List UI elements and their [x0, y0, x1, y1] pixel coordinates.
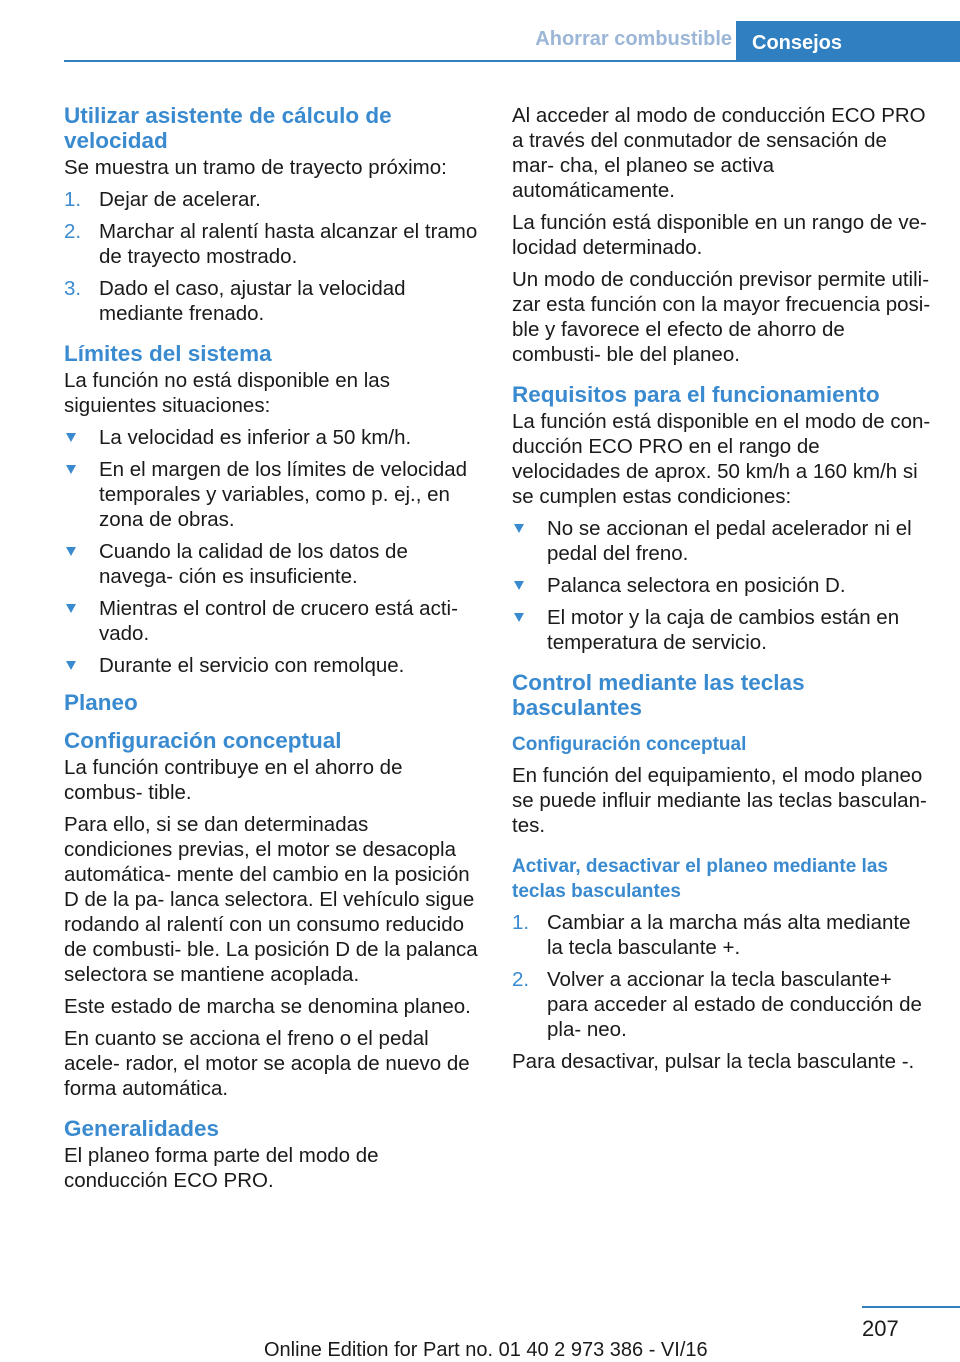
heading-speed-assistant: Utilizar asistente de cálculo de velocidad	[64, 103, 392, 153]
list-item	[64, 276, 480, 326]
paragraph: La función no está disponible en las siguientes situaciones:	[64, 369, 390, 417]
list-item-text: El motor y la caja de cambios están en temperatura de servicio.	[547, 606, 900, 654]
list-item-text: Dado el caso, ajustar la velocidad mediante frenado.	[99, 277, 406, 325]
edition-footer: Online Edition for Part no. 01 40 2 973 386 - VI/16	[264, 1339, 708, 1361]
list-item	[512, 605, 932, 655]
paragraph: La función está disponible en el modo de con‐ ducción ECO PRO en el rango de velocidades de aprox. 50 km/h a 160 km/h si se cumplen estas condiciones:	[512, 410, 931, 508]
right-column	[512, 103, 932, 1081]
numbered-list	[512, 910, 932, 1042]
heading-conceptual-config: Configuración conceptual	[64, 728, 342, 753]
paragraph: Este estado de marcha se denomina planeo.	[64, 995, 471, 1018]
list-item	[512, 516, 932, 566]
list-item-text: Mientras el control de crucero está acti‐ vado.	[99, 597, 458, 645]
heading-system-limits: Límites del sistema	[64, 341, 272, 366]
header-section-title: Ahorrar combustible	[535, 28, 732, 50]
subheading-activate-planeo: Activar, desactivar el planeo mediante las teclas basculantes	[512, 856, 888, 902]
list-item	[64, 425, 480, 450]
list-number: 1.	[512, 911, 530, 934]
list-item-text: En el margen de los límites de velocidad temporales y variables, como p. ej., en zona de obras.	[99, 458, 468, 531]
paragraph: Un modo de conducción previsor permite utili‐ zar esta función con la mayor frecuencia posi‐ ble y favorece el efecto de ahorro de combusti‐ ble del planeo.	[512, 268, 931, 366]
triangle-bullet-icon	[66, 547, 76, 556]
bullet-list	[512, 516, 932, 655]
paragraph: Al acceder al modo de conducción ECO PRO a través del conmutador de sensación de mar‐ cha, el planeo se activa automáticamente.	[512, 104, 926, 202]
header-rule	[64, 60, 960, 62]
list-item	[64, 596, 480, 646]
list-item-text: Marchar al ralentí hasta alcanzar el tramo de trayecto mostrado.	[99, 220, 478, 268]
paragraph: Se muestra un tramo de trayecto próximo:	[64, 156, 447, 179]
list-item	[64, 653, 480, 678]
paragraph: La función contribuye en el ahorro de combus‐ tible.	[64, 756, 403, 804]
list-number: 3.	[64, 277, 82, 300]
subheading-conceptual-config: Configuración conceptual	[512, 734, 747, 755]
list-number: 1.	[64, 188, 82, 211]
list-item-text: Palanca selectora en posición D.	[547, 574, 846, 597]
paragraph: La función está disponible en un rango de ve‐ locidad determinado.	[512, 211, 927, 259]
paragraph: Para desactivar, pulsar la tecla basculante -.	[512, 1050, 915, 1073]
list-item-text: La velocidad es inferior a 50 km/h.	[99, 426, 412, 449]
header-chapter-tab: Consejos	[736, 21, 960, 62]
triangle-bullet-icon	[66, 661, 76, 670]
list-item-text: Cuando la calidad de los datos de navega‐ ción es insuficiente.	[99, 540, 408, 588]
list-item	[64, 187, 480, 212]
heading-planeo: Planeo	[64, 690, 138, 715]
list-item	[64, 539, 480, 589]
list-item-text: Cambiar a la marcha más alta mediante la tecla basculante +.	[547, 911, 911, 959]
paragraph: El planeo forma parte del modo de conducción ECO PRO.	[64, 1144, 379, 1192]
triangle-bullet-icon	[514, 581, 524, 590]
triangle-bullet-icon	[514, 613, 524, 622]
paragraph: En cuanto se acciona el freno o el pedal acele‐ rador, el motor se acopla de nuevo de forma automática.	[64, 1027, 470, 1100]
bullet-list	[64, 425, 480, 678]
list-item	[512, 573, 932, 598]
list-item-text: Durante el servicio con remolque.	[99, 654, 405, 677]
heading-requirements: Requisitos para el funcionamiento	[512, 382, 880, 407]
list-item-text: No se accionan el pedal acelerador ni el pedal del freno.	[547, 517, 912, 565]
footer-rule	[862, 1306, 960, 1308]
numbered-list	[64, 187, 480, 326]
list-item	[512, 910, 932, 960]
list-number: 2.	[512, 968, 530, 991]
heading-general: Generalidades	[64, 1116, 220, 1141]
list-item	[64, 219, 480, 269]
triangle-bullet-icon	[66, 433, 76, 442]
left-column	[64, 103, 480, 1200]
list-item	[64, 457, 480, 532]
triangle-bullet-icon	[66, 604, 76, 613]
list-number: 2.	[64, 220, 82, 243]
list-item	[512, 967, 932, 1042]
paragraph: Para ello, si se dan determinadas condiciones previas, el motor se desacopla automática‐ mente del cambio en la posición D de la pa‐ lanca selectora. El vehículo sigue rodando al ralentí con un consumo reducido de combusti‐ ble. La posición D de la palanca selectora se mantiene acoplada.	[64, 813, 478, 986]
paragraph: En función del equipamiento, el modo planeo se puede influir mediante las teclas basculan‐ tes.	[512, 764, 927, 837]
triangle-bullet-icon	[66, 465, 76, 474]
page-number: 207	[862, 1316, 899, 1341]
list-item-text: Dejar de acelerar.	[99, 188, 261, 211]
list-item-text: Volver a accionar la tecla basculante+ para acceder al estado de conducción de pla‐ neo.	[547, 968, 922, 1041]
heading-rocker-control: Control mediante las teclas basculantes	[512, 670, 805, 720]
triangle-bullet-icon	[514, 524, 524, 533]
